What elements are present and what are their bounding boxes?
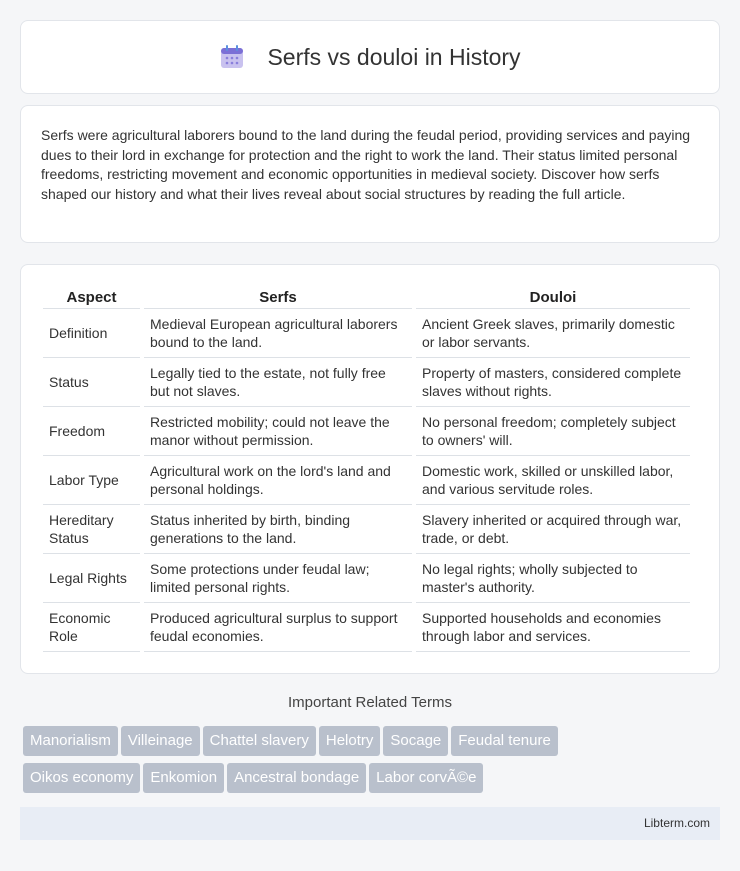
douloi-cell: Supported households and economies through labor and services. xyxy=(416,603,690,652)
header-serfs: Serfs xyxy=(144,285,412,309)
footer xyxy=(20,807,720,840)
table-row xyxy=(43,456,690,505)
intro-card xyxy=(20,105,720,243)
tag-oikos-economy[interactable]: Oikos economy xyxy=(23,763,140,793)
related-tags xyxy=(23,726,723,800)
aspect-cell: Economic Role xyxy=(43,603,140,652)
tag-ancestral-bondage[interactable]: Ancestral bondage xyxy=(227,763,366,793)
serfs-cell: Status inherited by birth, binding generations to the land. xyxy=(144,505,412,554)
intro-text: Serfs were agricultural laborers bound to the land during the feudal period, providing services and paying dues to their lord in exchange for protection and the right to work the land. Their status limited personal freedoms, restricting movement and economic opportunities in medieval society. Discover how serfs shaped our history and what their lives reveal about social structures by reading the full article. xyxy=(41,127,691,202)
tag-enkomion[interactable]: Enkomion xyxy=(143,763,224,793)
table-row xyxy=(43,603,690,652)
calendar-icon xyxy=(219,44,245,70)
tag-helotry[interactable]: Helotry xyxy=(319,726,381,756)
table-row xyxy=(43,407,690,456)
tag-manorialism[interactable]: Manorialism xyxy=(23,726,118,756)
table-row xyxy=(43,309,690,358)
douloi-cell: Property of masters, considered complete slaves without rights. xyxy=(416,358,690,407)
tag-feudal-tenure[interactable]: Feudal tenure xyxy=(451,726,558,756)
comparison-table-card xyxy=(20,264,720,674)
related-terms-title: Important Related Terms xyxy=(288,694,452,711)
serfs-cell: Medieval European agricultural laborers bound to the land. xyxy=(144,309,412,358)
aspect-cell: Hereditary Status xyxy=(43,505,140,554)
table-row xyxy=(43,358,690,407)
table-row xyxy=(43,554,690,603)
table-row xyxy=(43,505,690,554)
aspect-cell: Legal Rights xyxy=(43,554,140,603)
serfs-cell: Produced agricultural surplus to support feudal economies. xyxy=(144,603,412,652)
header-douloi: Douloi xyxy=(416,285,690,309)
tag-socage[interactable]: Socage xyxy=(383,726,448,756)
tag-villeinage[interactable]: Villeinage xyxy=(121,726,200,756)
title-card xyxy=(20,20,720,94)
serfs-cell: Restricted mobility; could not leave the manor without permission. xyxy=(144,407,412,456)
aspect-cell: Status xyxy=(43,358,140,407)
aspect-cell: Definition xyxy=(43,309,140,358)
serfs-cell: Legally tied to the estate, not fully free but not slaves. xyxy=(144,358,412,407)
douloi-cell: Domestic work, skilled or unskilled labor, and various servitude roles. xyxy=(416,456,690,505)
comparison-table xyxy=(39,285,694,652)
page-title: Serfs vs douloi in History xyxy=(267,43,521,70)
douloi-cell: No legal rights; wholly subjected to master's authority. xyxy=(416,554,690,603)
footer-link[interactable]: Libterm.com xyxy=(643,816,710,830)
serfs-cell: Agricultural work on the lord's land and personal holdings. xyxy=(144,456,412,505)
douloi-cell: No personal freedom; completely subject to owners' will. xyxy=(416,407,690,456)
serfs-cell: Some protections under feudal law; limited personal rights. xyxy=(144,554,412,603)
header-aspect: Aspect xyxy=(43,285,140,309)
douloi-cell: Slavery inherited or acquired through war, trade, or debt. xyxy=(416,505,690,554)
douloi-cell: Ancient Greek slaves, primarily domestic or labor servants. xyxy=(416,309,690,358)
aspect-cell: Freedom xyxy=(43,407,140,456)
aspect-cell: Labor Type xyxy=(43,456,140,505)
tag-chattel-slavery[interactable]: Chattel slavery xyxy=(203,726,316,756)
tag-labor-corvee[interactable]: Labor corvÃ©e xyxy=(369,763,483,793)
